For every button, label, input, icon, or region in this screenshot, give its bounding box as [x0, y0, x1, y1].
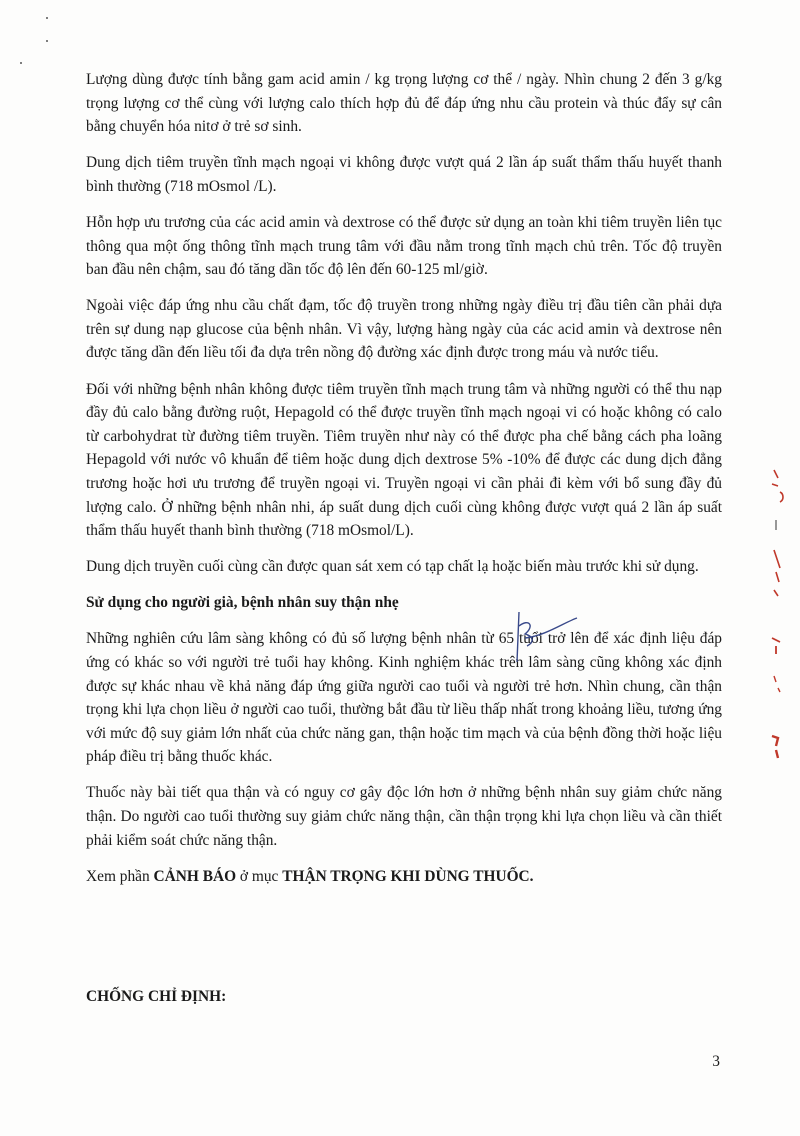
see-also-note — [86, 865, 722, 889]
paragraph: Ngoài việc đáp ứng nhu cầu chất đạm, tốc độ truyền trong những ngày điều trị đầu tiên cần phải dựa trên sự dung nạp glucose của bệnh nhân. Vì vậy, lượng hàng ngày của các acid amin và dextrose nên được tăng dần đến liều tối đa dựa trên nồng độ đường xác định được trong máu và nước tiểu. — [86, 297, 722, 362]
see-also-warning: CẢNH BÁO — [153, 867, 237, 885]
signature-icon — [505, 608, 585, 668]
see-also-middle: ở mục — [236, 867, 283, 885]
scan-speck — [20, 62, 22, 64]
paragraph: Lượng dùng được tính bằng gam acid amin / kg trọng lượng cơ thể / ngày. Nhìn chung 2 đến 3 g/kg trọng lượng cơ thể cùng với lượng calo thích hợp đủ để đáp ứng nhu cầu protein và thúc đẩy sự cân bằng chuyển hóa nitơ ở trẻ sơ sinh. — [86, 71, 722, 136]
section-heading: Sử dụng cho người già, bệnh nhân suy thận nhẹ — [86, 594, 399, 612]
paragraph: Đối với những bệnh nhân không được tiêm truyền tĩnh mạch trung tâm và những người có thể thu nạp đầy đủ calo bằng đường ruột, Hepagold có thể được truyền tĩnh mạch ngoại vi có hoặc không có calo từ carbohydrat từ đường tiêm truyền. Tiêm truyền như này có thể được pha chế bằng cách pha loãng Hepagold với nước vô khuẩn để tiêm hoặc dung dịch dextrose 5% -10% để được các dung dịch đẳng trương hoặc hơi ưu trương để truyền ngoại vi. Truyền ngoại vi cần phải đi kèm với bổ sung đầy đủ lượng calo. Ở những bệnh nhân nhi, áp suất dung dịch cuối cùng không được vượt quá 2 lần áp suất thẩm thấu huyết thanh bình thường (718 mOsmol/L). — [86, 380, 722, 540]
scan-speck — [46, 40, 48, 42]
body-text — [86, 68, 722, 901]
paragraph: Dung dịch truyền cuối cùng cần được quan sát xem có tạp chất lạ hoặc biến màu trước khi sử dụng. — [86, 558, 699, 576]
paragraph: Hỗn hợp ưu trương của các acid amin và dextrose có thể được sử dụng an toàn khi tiêm truyền liên tục thông qua một ống thông tĩnh mạch trung tâm với đầu nằm trong tĩnh mạch chủ trên. Tốc độ truyền ban đầu nên chậm, sau đó tăng dần tốc độ lên đến 60-125 ml/giờ. — [86, 213, 722, 279]
paragraph: Những nghiên cứu lâm sàng không có đủ số lượng bệnh nhân từ 65 tuổi trở lên để xác định liệu đáp ứng có khác so với người trẻ tuổi hay không. Kinh nghiệm khác trên lâm sàng cũng không xác định được sự khác nhau về khả năng đáp ứng giữa người cao tuổi và người trẻ hơn. Nhìn chung, cần thận trọng khi lựa chọn liều ở người cao tuổi, thường bắt đầu từ liều thấp nhất trong khoảng liều, tương ứng với mức độ suy giảm lớn nhất của chức năng gan, thận hoặc tim mạch và của bệnh đồng thời hoặc liệu pháp điều trị bằng thuốc khác. — [86, 630, 722, 766]
paragraph: Dung dịch tiêm truyền tĩnh mạch ngoại vi không được vượt quá 2 lần áp suất thẩm thấu huyết thanh bình thường (718 mOsmol /L). — [86, 154, 722, 195]
contraindications-heading: CHỐNG CHỈ ĐỊNH: — [86, 988, 227, 1005]
paragraph: Thuốc này bài tiết qua thận và có nguy cơ gây độc lớn hơn ở những bệnh nhân suy giảm chức năng thận. Do người cao tuổi thường suy giảm chức năng thận, cần thận trọng khi lựa chọn liều và cần thiết phải kiểm soát chức năng thận. — [86, 784, 722, 849]
scan-speck — [46, 17, 48, 19]
page-number: 3 — [712, 1053, 720, 1070]
see-also-prefix: Xem phần — [86, 867, 154, 885]
see-also-section: THẬN TRỌNG KHI DÙNG THUỐC. — [282, 867, 534, 885]
margin-stamp-marks — [752, 440, 792, 780]
